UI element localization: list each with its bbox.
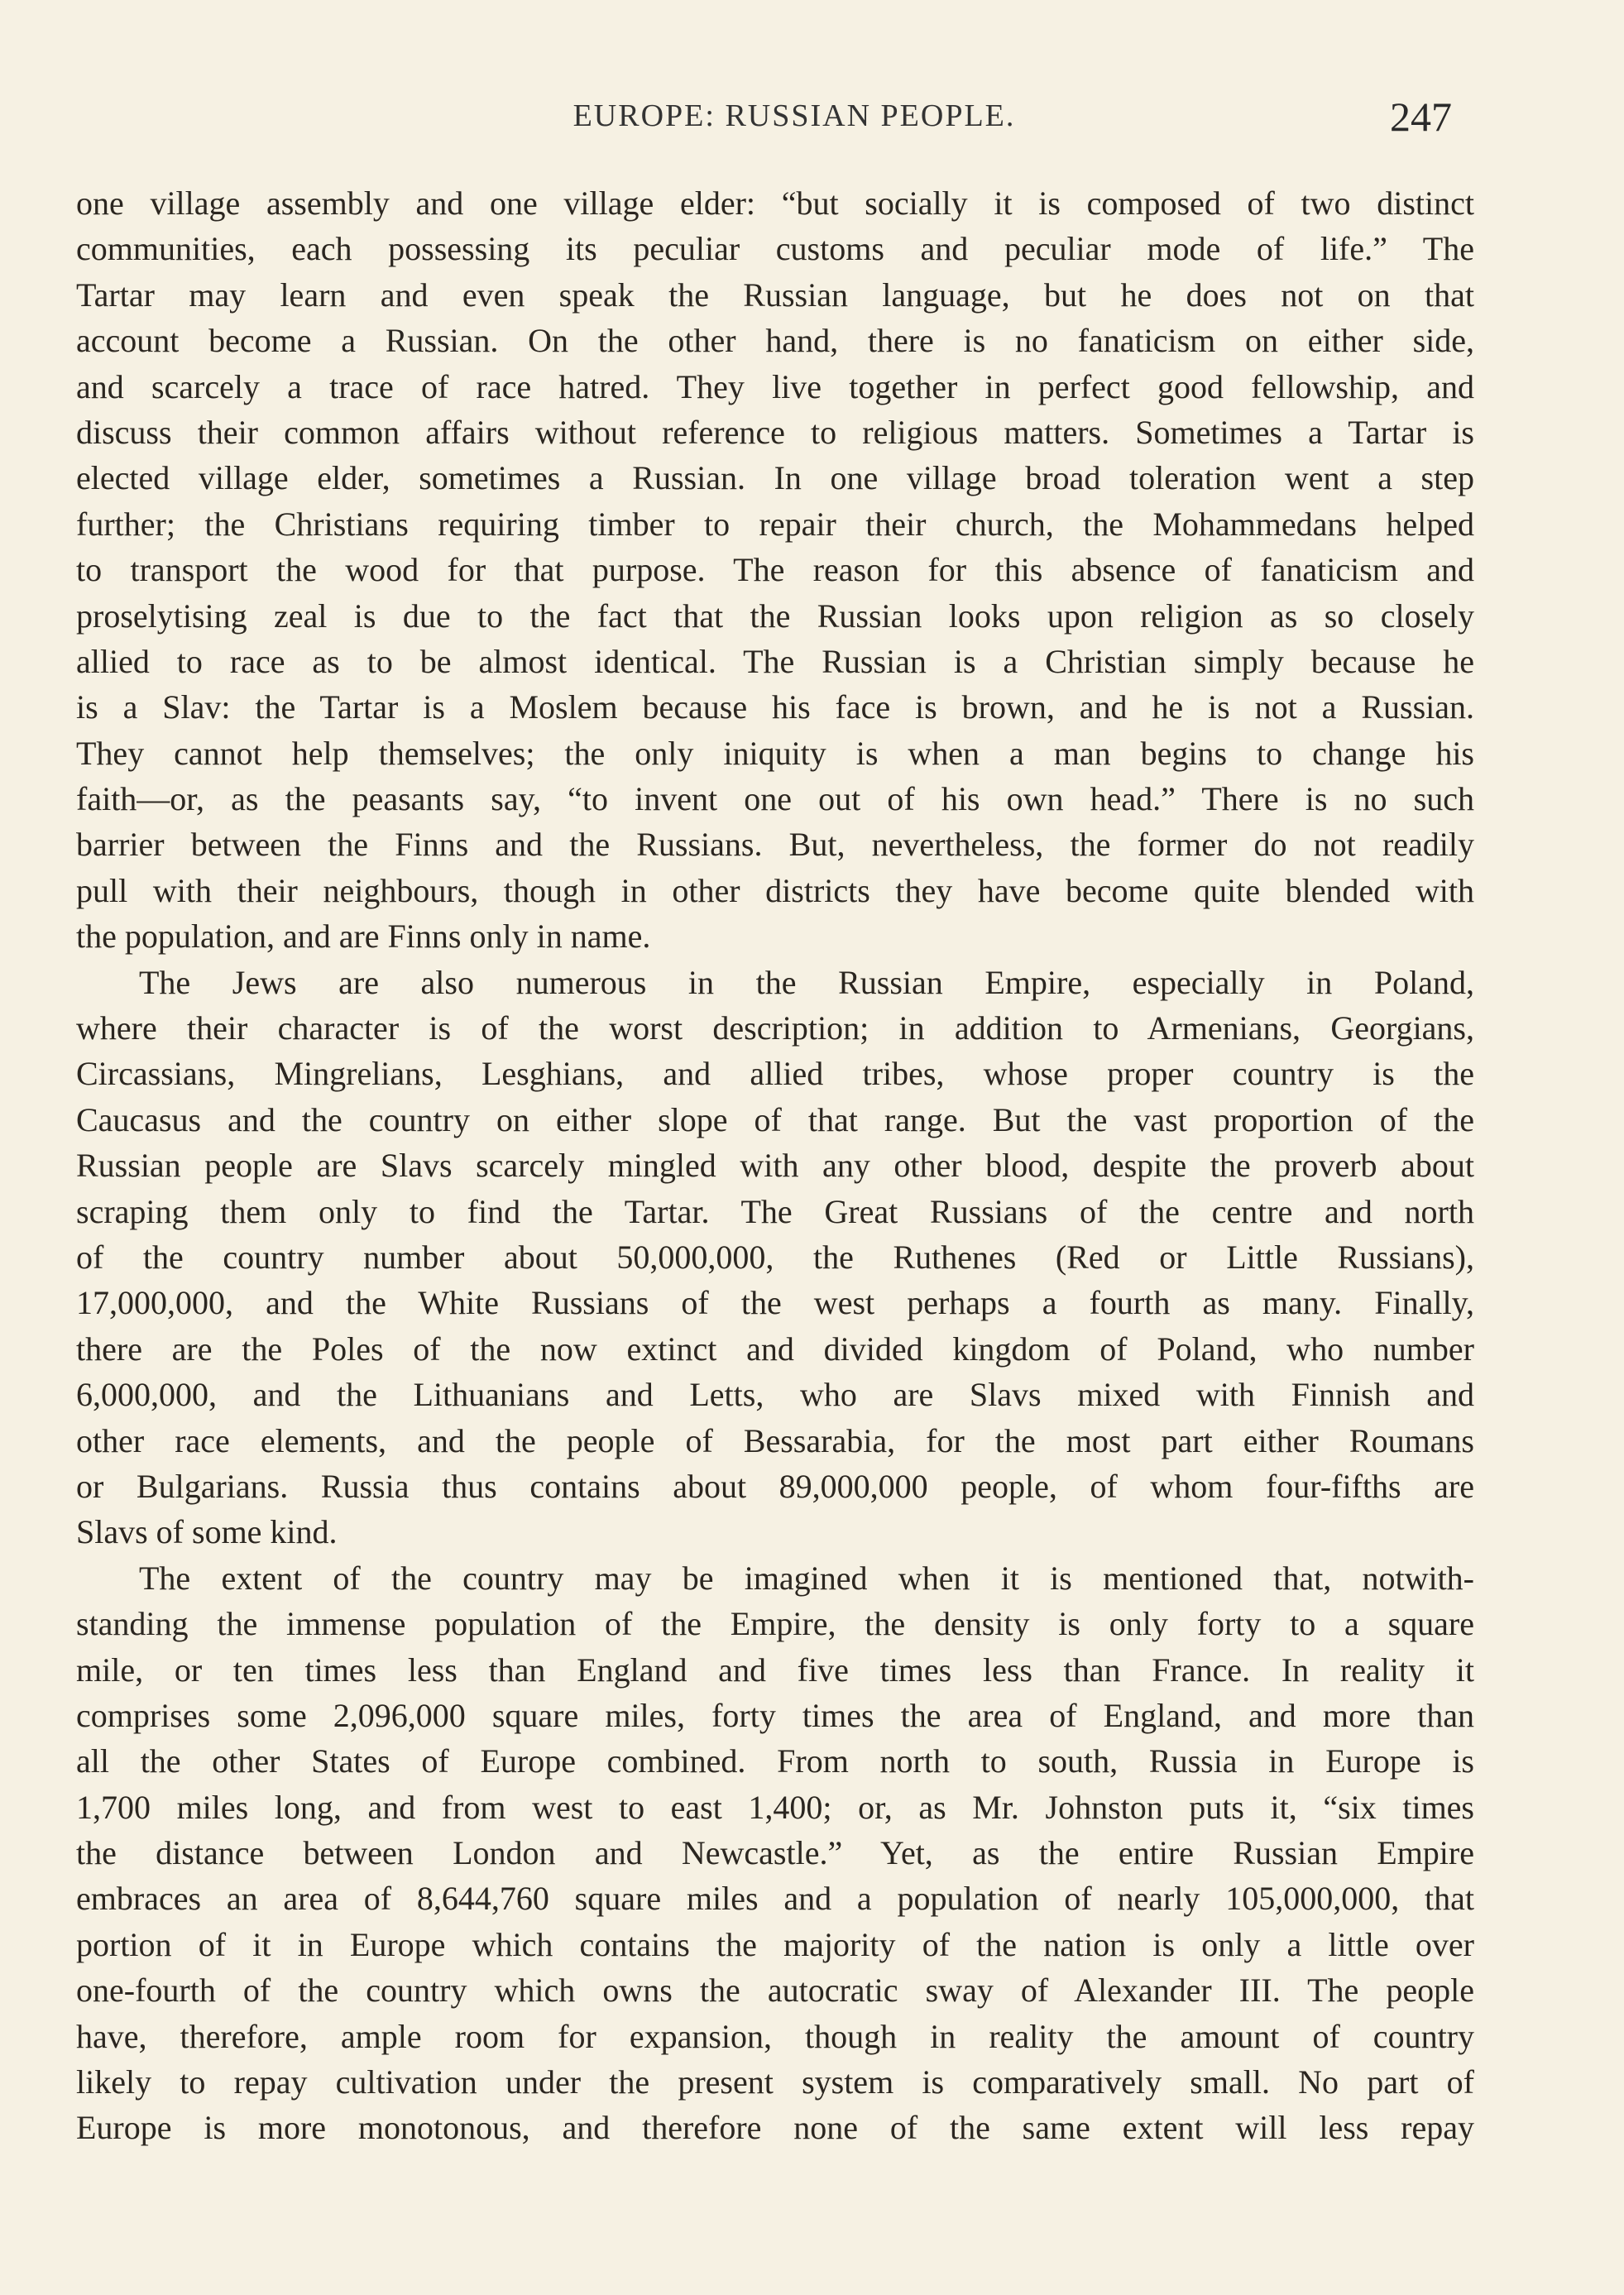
- text-line: is a Slav: the Tartar is a Moslem because his face is brown, and he is not a Russian.: [76, 688, 1474, 726]
- text-line: Tartar may learn and even speak the Russian language, but he does not on that: [76, 275, 1474, 314]
- text-line: or Bulgarians. Russia thus contains about 89,000,000 people, of whom four-fifths are: [76, 1467, 1474, 1505]
- body-text: [76, 180, 1474, 2151]
- text-line: where their character is of the worst description; in addition to Armenians, Georgians,: [76, 1009, 1474, 1047]
- text-line: Europe is more monotonous, and therefore none of the same extent will less repay: [76, 2109, 1474, 2147]
- running-title: EUROPE: RUSSIAN PEOPLE.: [572, 98, 1016, 133]
- text-line: likely to repay cultivation under the present system is comparatively small. No part of: [76, 2063, 1474, 2101]
- text-line: Circassians, Mingrelians, Lesghians, and allied tribes, whose proper country is the: [76, 1055, 1474, 1093]
- text-line: all the other States of Europe combined. From north to south, Russia in Europe is: [76, 1742, 1474, 1780]
- text-line: have, therefore, ample room for expansion, though in reality the amount of country: [76, 2017, 1474, 2055]
- text-line: of the country number about 50,000,000, the Ruthenes (Red or Little Russians),: [76, 1238, 1474, 1276]
- text-line: Russian people are Slavs scarcely mingled with any other blood, despite the proverb about: [76, 1147, 1474, 1185]
- text-line: embraces an area of 8,644,760 square miles and a population of nearly 105,000,000, that: [76, 1880, 1474, 1918]
- text-line: The Jews are also numerous in the Russian Empire, especially in Poland,: [139, 963, 1474, 1001]
- text-line: account become a Russian. On the other hand, there is no fanaticism on either side,: [76, 322, 1474, 360]
- text-line: one-fourth of the country which owns the autocratic sway of Alexander III. The people: [76, 1972, 1474, 2010]
- text-line: 17,000,000, and the White Russians of the west perhaps a fourth as many. Finally,: [76, 1284, 1474, 1322]
- text-line: The extent of the country may be imagined when it is mentioned that, notwith-: [139, 1559, 1474, 1597]
- text-line: there are the Poles of the now extinct and divided kingdom of Poland, who number: [76, 1330, 1474, 1368]
- text-line: Slavs of some kind.: [76, 1513, 338, 1551]
- text-line: They cannot help themselves; the only iniquity is when a man begins to change his: [76, 734, 1474, 772]
- text-line: comprises some 2,096,000 square miles, forty times the area of England, and more than: [76, 1696, 1474, 1734]
- text-line: 6,000,000, and the Lithuanians and Letts, who are Slavs mixed with Finnish and: [76, 1376, 1474, 1414]
- text-line: proselytising zeal is due to the fact that the Russian looks upon religion as so closely: [76, 597, 1474, 635]
- text-line: the population, and are Finns only in name.: [76, 918, 651, 956]
- text-line: mile, or ten times less than England and five times less than France. In reality it: [76, 1651, 1474, 1689]
- text-line: further; the Christians requiring timber to repair their church, the Mohammedans helped: [76, 505, 1474, 543]
- text-line: Caucasus and the country on either slope of that range. But the vast proportion of the: [76, 1100, 1474, 1138]
- text-line: allied to race as to be almost identical. The Russian is a Christian simply because he: [76, 642, 1474, 680]
- text-line: faith—or, as the peasants say, “to invent one out of his own head.” There is no such: [76, 780, 1474, 818]
- text-line: discuss their common affairs without reference to religious matters. Sometimes a Tartar is: [76, 413, 1474, 451]
- text-line: one village assembly and one village elder: “but socially it is composed of two distinct: [76, 184, 1474, 222]
- text-line: communities, each possessing its peculiar customs and peculiar mode of life.” The: [76, 230, 1474, 268]
- text-line: to transport the wood for that purpose. The reason for this absence of fanaticism and: [76, 551, 1474, 589]
- text-line: scraping them only to find the Tartar. The Great Russians of the centre and north: [76, 1192, 1474, 1230]
- text-line: and scarcely a trace of race hatred. They live together in perfect good fellowship, and: [76, 367, 1474, 405]
- text-line: portion of it in Europe which contains the majority of the nation is only a little over: [76, 1925, 1474, 1963]
- text-line: standing the immense population of the Empire, the density is only forty to a square: [76, 1605, 1474, 1643]
- page-number: 247: [1390, 93, 1452, 140]
- text-line: elected village elder, sometimes a Russian. In one village broad toleration went a step: [76, 459, 1474, 497]
- text-line: the distance between London and Newcastle.” Yet, as the entire Russian Empire: [76, 1834, 1474, 1872]
- text-line: other race elements, and the people of Bessarabia, for the most part either Roumans: [76, 1421, 1474, 1459]
- text-line: pull with their neighbours, though in other districts they have become quite blended with: [76, 871, 1474, 909]
- text-line: 1,700 miles long, and from west to east 1,400; or, as Mr. Johnston puts it, “six times: [76, 1788, 1474, 1826]
- text-line: barrier between the Finns and the Russians. But, nevertheless, the former do not readily: [76, 826, 1474, 864]
